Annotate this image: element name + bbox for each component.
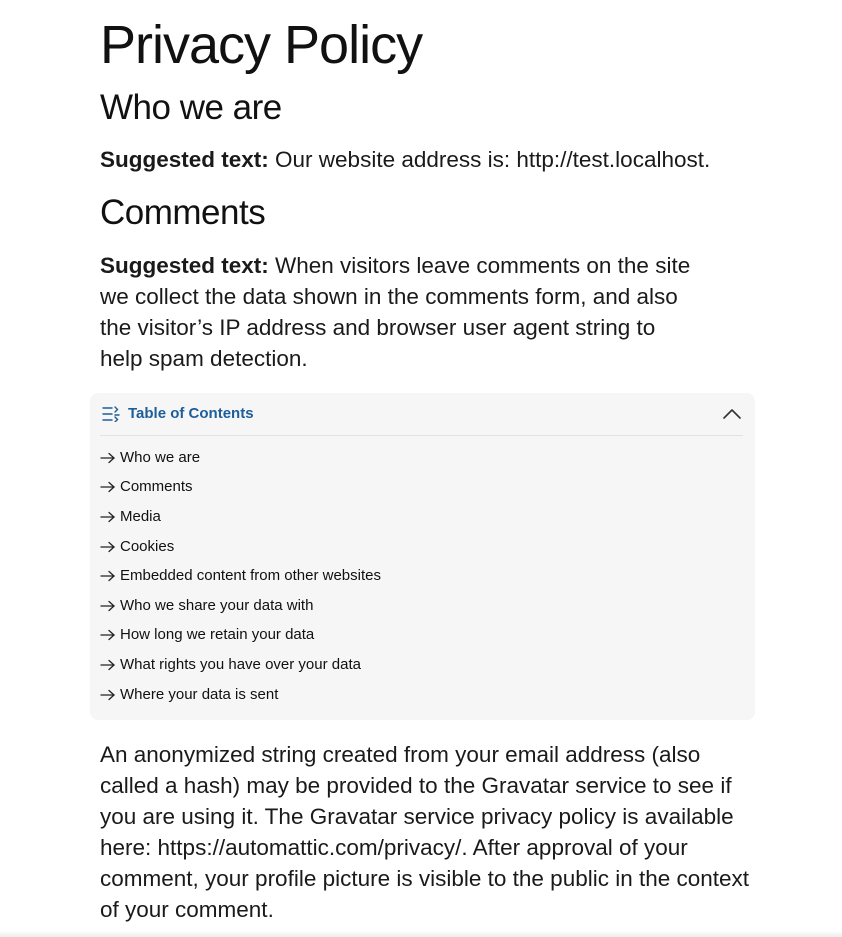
paragraph-text: When visitors leave comments on the site we collect the data shown in the comments form, and also the visitor’s IP address and browser user agent string to help spam detection. — [100, 253, 691, 371]
toc-item-media[interactable] — [100, 502, 381, 532]
toc-item-cookies[interactable] — [100, 532, 381, 562]
arrow-right-icon — [100, 452, 116, 464]
toc-item-embedded-content[interactable] — [100, 561, 381, 591]
paragraph-who-we-are — [100, 144, 740, 175]
toc-item-who-we-share[interactable] — [100, 591, 381, 621]
arrow-right-icon — [100, 689, 116, 701]
chevron-up-icon[interactable] — [721, 403, 743, 425]
toc-title[interactable]: Table of Contents — [128, 405, 254, 422]
toc-item-who-we-are[interactable] — [100, 443, 381, 473]
toc-item-label[interactable]: How long we retain your data — [120, 626, 315, 644]
suggested-text-label: Suggested text: — [100, 253, 269, 278]
paragraph-gravatar: An anonymized string created from your email address (also called a hash) may be provided to the Gravatar service to see if you are using it. The Gravatar service privacy policy is available here: https://automattic.com/privacy/. After approval of your comment, your profile picture is visible to the public in the context of your comment. — [100, 742, 750, 922]
heading-comments: Comments — [100, 193, 266, 232]
toc-item-label[interactable]: Embedded content from other websites — [120, 567, 381, 585]
toc-item-retention[interactable] — [100, 621, 381, 651]
toc-item-label[interactable]: Comments — [120, 478, 193, 496]
toc-item-label[interactable]: Who we share your data with — [120, 596, 314, 614]
suggested-text-label: Suggested text: — [100, 147, 269, 172]
toc-item-label[interactable]: Who we are — [120, 448, 201, 466]
arrow-right-icon — [100, 511, 116, 523]
arrow-right-icon — [100, 570, 116, 582]
toc-item-comments[interactable] — [100, 473, 381, 503]
table-of-contents — [90, 393, 755, 720]
page-title: Privacy Policy — [100, 15, 423, 75]
toc-item-rights[interactable] — [100, 650, 381, 680]
arrow-right-icon — [100, 541, 116, 553]
heading-who-we-are: Who we are — [100, 88, 282, 127]
list-icon — [102, 406, 120, 422]
toc-header[interactable] — [100, 393, 743, 436]
toc-item-label[interactable]: Cookies — [120, 537, 175, 555]
paragraph-text: Our website address is: http://test.localhost. — [268, 147, 711, 172]
toc-item-data-sent[interactable] — [100, 680, 381, 710]
paragraph-comments — [100, 250, 700, 374]
toc-item-label[interactable]: Media — [120, 507, 161, 525]
toc-item-label[interactable]: What rights you have over your data — [120, 655, 361, 673]
toc-list — [100, 443, 381, 709]
toc-item-label[interactable]: Where your data is sent — [120, 685, 279, 703]
arrow-right-icon — [100, 481, 116, 493]
arrow-right-icon — [100, 659, 116, 671]
arrow-right-icon — [100, 600, 116, 612]
arrow-right-icon — [100, 629, 116, 641]
bottom-edge-shadow — [0, 931, 842, 937]
